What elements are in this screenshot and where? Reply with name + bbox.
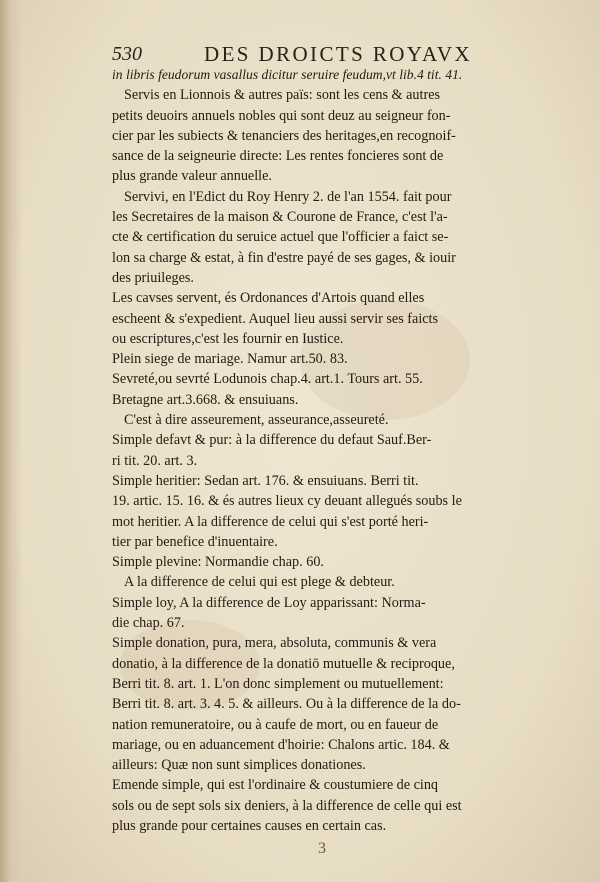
text-line: Servis en Lionnois & autres païs: sont les cens & autres (124, 87, 441, 104)
text-line: 19. artic. 15. 16. & és autres lieux cy deuant allegués soubs le (112, 493, 462, 510)
page-number: 530 (112, 43, 142, 65)
footer-mark: 3 (318, 840, 326, 857)
text-line: Berri tit. 8. art. 1. L'on donc simplement ou mutuellement: (112, 675, 444, 692)
gutter-shadow (0, 0, 22, 882)
text-line: plus grande valeur annuelle. (112, 168, 272, 185)
text-line: Emende simple, qui est l'ordinaire & coustumiere de cinq (112, 777, 439, 794)
text-line: Bretagne art.3.668. & ensuiuans. (112, 391, 299, 408)
text-line: sols ou de sept sols six deniers, à la difference de celle qui est (112, 797, 462, 814)
text-line: Plein siege de mariage. Namur art.50. 83. (112, 351, 348, 368)
text-line: les Secretaires de la maison & Courone de France, c'est l'a- (112, 209, 448, 226)
text-line: plus grande pour certaines causes en certain cas. (112, 817, 387, 834)
text-line: Simple heritier: Sedan art. 176. & ensuiuans. Berri tit. (112, 472, 419, 489)
text-line: mot heritier. A la difference de celui qui s'est porté heri- (112, 513, 429, 530)
page-header (112, 40, 512, 66)
text-line: Sevreté,ou sevrté Lodunois chap.4. art.1. Tours art. 55. (112, 371, 423, 388)
text-line: Les cavses servent, és Ordonances d'Artois quand elles (112, 290, 425, 307)
text-line: lon sa charge & estat, à fin d'estre payé de ses gages, & iouir (112, 249, 456, 266)
text-line: escheent & s'expedient. Auquel lieu aussi servir ses faicts (112, 310, 439, 327)
text-line: mariage, ou en aduancement d'hoirie: Chalons artic. 184. & (112, 736, 450, 753)
running-title: DES DROICTS ROYAVX (204, 42, 473, 66)
text-line: nation remuneratoire, ou à caufe de mort, ou en faueur de (112, 716, 439, 733)
text-line: Simple defavt & pur: à la difference du defaut Sauf.Ber- (112, 432, 432, 449)
text-line: Simple donation, pura, mera, absoluta, communis & vera (112, 635, 437, 652)
text-line: Servivi, en l'Edict du Roy Henry 2. de l'an 1554. fait pour (124, 188, 452, 205)
text-line: C'est à dire asseurement, asseurance,asseureté. (124, 412, 389, 429)
text-line: A la difference de celui qui est plege & debteur. (124, 574, 395, 591)
text-line: cier par les subiects & tenanciers des heritages,en recognoif- (112, 127, 456, 144)
text-line: ri tit. 20. art. 3. (112, 452, 198, 469)
text-line: in libris feudorum vasallus dicitur seruire feudum,vt lib.4 tit. 41. (112, 67, 463, 82)
text-line: die chap. 67. (112, 615, 185, 632)
text-line: Berri tit. 8. art. 3. 4. 5. & ailleurs. Ou à la difference de la do- (112, 696, 461, 713)
text-line: donatio, à la difference de la donatiō mutuelle & reciproque, (112, 655, 455, 672)
text-line: Simple plevine: Normandie chap. 60. (112, 554, 324, 571)
text-line: sance de la seigneurie directe: Les rentes foncieres sont de (112, 148, 444, 165)
text-line: ailleurs: Quæ non sunt simplices donationes. (112, 757, 366, 774)
body-text (112, 65, 520, 836)
text-line: tier par benefice d'inuentaire. (112, 533, 278, 550)
text-line: Simple loy, A la difference de Loy apparissant: Norma- (112, 594, 426, 611)
text-line: ou escriptures,c'est les fournir en Iustice. (112, 330, 344, 347)
text-line: petits deuoirs annuels nobles qui sont deuz au seigneur fon- (112, 107, 451, 124)
text-line: cte & certification du seruice actuel que l'officier a faict se- (112, 229, 449, 246)
text-line: des priuileges. (112, 269, 194, 286)
